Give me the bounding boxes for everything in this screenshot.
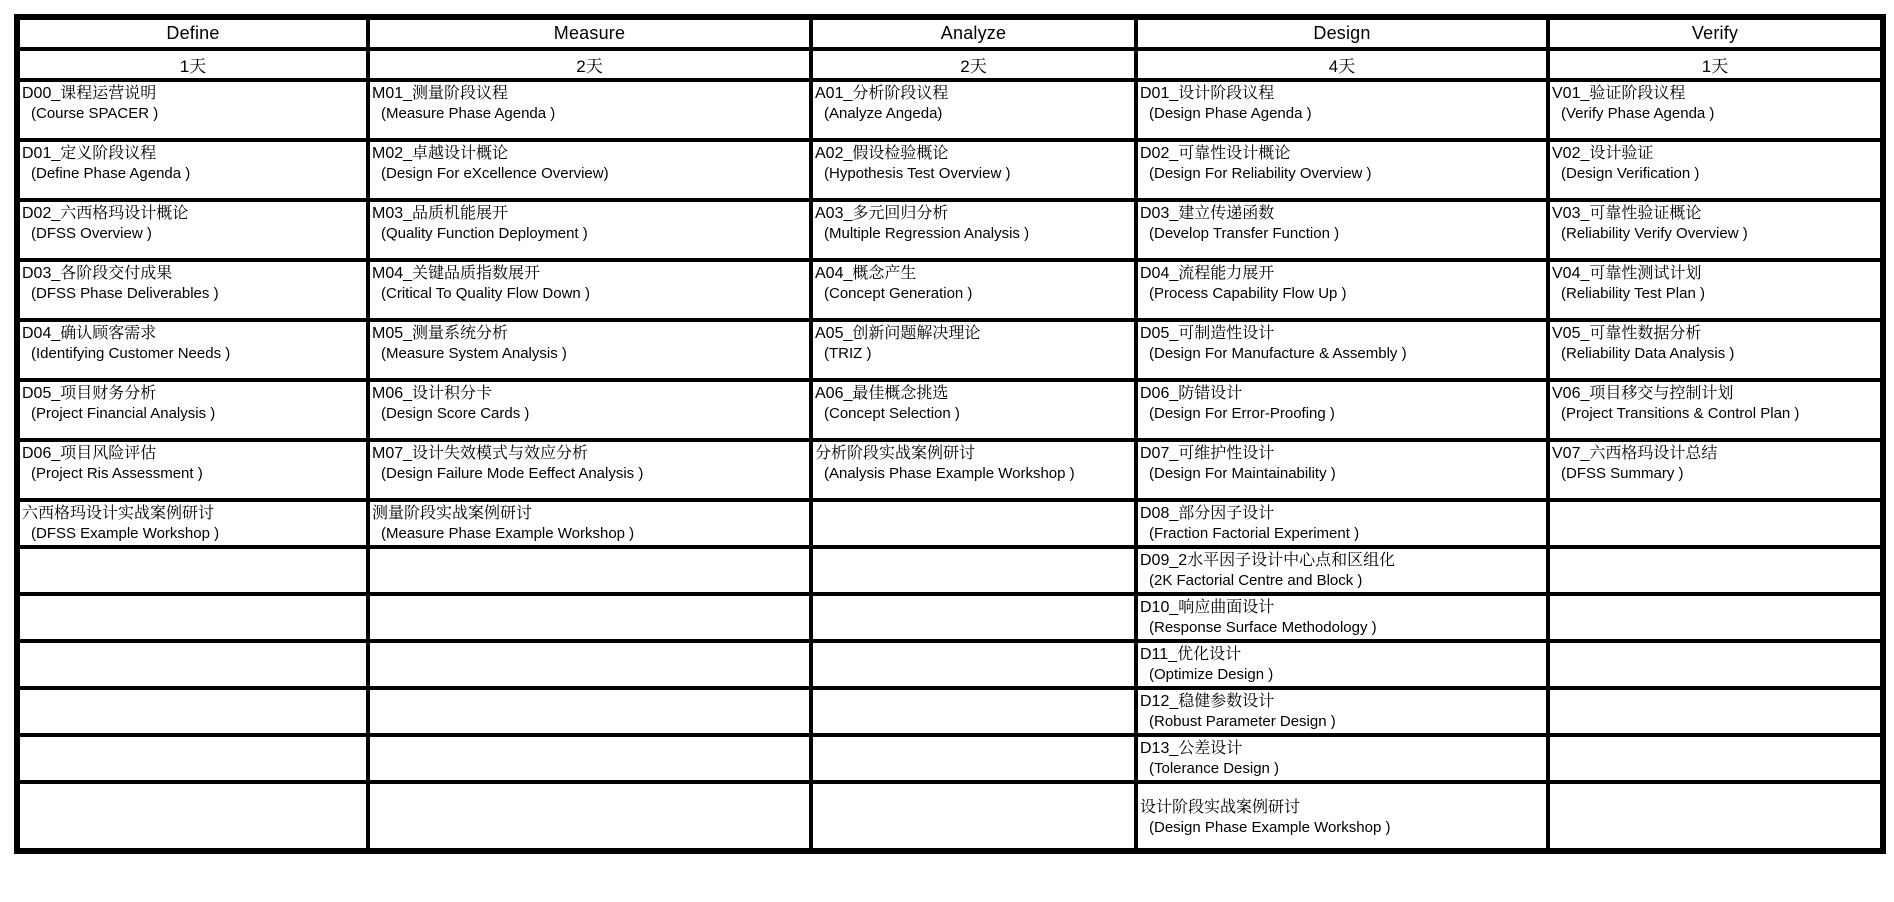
course-title-en: (Hypothesis Test Overview )	[824, 165, 1011, 182]
course-title-zh: D09_2水平因子设计中心点和区组化	[1140, 552, 1396, 569]
course-title-en: (Fraction Factorial Experiment )	[1149, 525, 1360, 542]
course-item-cell	[1548, 80, 1883, 140]
course-item-cell	[811, 140, 1136, 200]
course-title-zh: 六西格玛设计实战案例研讨	[22, 505, 215, 522]
course-title-zh: D07_可维护性设计	[1140, 445, 1275, 462]
days-analyze: 2天	[811, 49, 1136, 80]
days-measure: 2天	[368, 49, 811, 80]
course-title-en: (Design For Error-Proofing )	[1149, 405, 1335, 422]
course-title-zh: D02_六西格玛设计概论	[22, 205, 189, 222]
course-item-cell	[811, 200, 1136, 260]
dfss-course-schedule-table	[14, 14, 1886, 854]
course-title-en: (Robust Parameter Design )	[1149, 713, 1336, 730]
course-item-cell	[1136, 260, 1548, 320]
course-title-en: (Design For Manufacture & Assembly )	[1149, 345, 1407, 362]
course-title-zh: V05_可靠性数据分析	[1552, 325, 1702, 342]
empty-cell	[1548, 547, 1883, 594]
empty-cell	[368, 641, 811, 688]
course-title-zh: V07_六西格玛设计总结	[1552, 445, 1718, 462]
course-item-cell	[811, 320, 1136, 380]
course-title-en: (Design Verification )	[1561, 165, 1700, 182]
course-item-cell	[1136, 547, 1548, 594]
course-item-cell	[368, 440, 811, 500]
course-title-zh: D01_定义阶段议程	[22, 145, 157, 162]
schedule-row	[17, 440, 1883, 500]
course-title-en: (Course SPACER )	[31, 105, 159, 122]
course-item-cell	[17, 260, 368, 320]
course-item-cell	[1548, 200, 1883, 260]
course-title-zh: D04_确认顾客需求	[22, 325, 157, 342]
empty-cell	[811, 688, 1136, 735]
course-item-cell	[1136, 688, 1548, 735]
empty-cell	[17, 641, 368, 688]
course-item-cell	[1548, 140, 1883, 200]
days-verify: 1天	[1548, 49, 1883, 80]
course-title-zh: D02_可靠性设计概论	[1140, 145, 1291, 162]
course-title-en: (Optimize Design )	[1149, 666, 1274, 683]
course-item-cell	[17, 380, 368, 440]
empty-cell	[368, 594, 811, 641]
course-item-cell	[368, 500, 811, 547]
course-title-en: (Response Surface Methodology )	[1149, 619, 1377, 636]
course-title-en: (Design For Reliability Overview )	[1149, 165, 1372, 182]
course-title-en: (Quality Function Deployment )	[381, 225, 588, 242]
schedule-row	[17, 500, 1883, 547]
course-title-zh: M05_测量系统分析	[372, 325, 509, 342]
course-title-en: (DFSS Phase Deliverables )	[31, 285, 219, 302]
empty-cell	[368, 782, 811, 851]
empty-cell	[368, 735, 811, 782]
course-title-zh: M04_关键品质指数展开	[372, 265, 541, 282]
course-title-en: (Tolerance Design )	[1149, 760, 1280, 777]
empty-cell	[17, 594, 368, 641]
course-item-cell	[17, 500, 368, 547]
course-title-en: (Verify Phase Agenda )	[1561, 105, 1715, 122]
course-title-zh: D01_设计阶段议程	[1140, 85, 1275, 102]
course-item-cell	[368, 140, 811, 200]
empty-cell	[1548, 500, 1883, 547]
course-title-en: (Design For eXcellence Overview)	[381, 165, 609, 182]
course-title-zh: A03_多元回归分析	[815, 205, 949, 222]
schedule-row	[17, 641, 1883, 688]
schedule-row	[17, 80, 1883, 140]
course-item-cell	[1548, 260, 1883, 320]
course-item-cell	[368, 80, 811, 140]
course-title-zh: V01_验证阶段议程	[1552, 85, 1686, 102]
course-title-zh: M07_设计失效模式与效应分析	[372, 445, 589, 462]
course-item-cell	[1136, 500, 1548, 547]
course-item-cell	[1136, 140, 1548, 200]
course-title-zh: V04_可靠性测试计划	[1552, 265, 1702, 282]
course-title-zh: V06_项目移交与控制计划	[1552, 385, 1734, 402]
course-item-cell	[1136, 320, 1548, 380]
schedule-row	[17, 688, 1883, 735]
course-title-zh: M03_品质机能展开	[372, 205, 509, 222]
course-item-cell	[17, 80, 368, 140]
course-title-zh: D05_可制造性设计	[1140, 325, 1275, 342]
empty-cell	[17, 735, 368, 782]
course-title-en: (Critical To Quality Flow Down )	[381, 285, 590, 302]
course-title-zh: M02_卓越设计概论	[372, 145, 509, 162]
course-title-en: (Design Failure Mode Eeffect Analysis )	[381, 465, 644, 482]
course-title-en: (Design Phase Agenda )	[1149, 105, 1312, 122]
course-item-cell	[811, 260, 1136, 320]
days-row	[17, 49, 1883, 80]
course-title-en: (Project Transitions & Control Plan )	[1561, 405, 1800, 422]
schedule-row	[17, 594, 1883, 641]
empty-cell	[17, 782, 368, 851]
course-title-zh: A04_概念产生	[815, 265, 917, 282]
course-title-en: (Measure Phase Agenda )	[381, 105, 556, 122]
course-title-zh: 分析阶段实战案例研讨	[815, 445, 976, 462]
empty-cell	[811, 641, 1136, 688]
course-title-zh: A06_最佳概念挑选	[815, 385, 949, 402]
schedule-row	[17, 735, 1883, 782]
course-title-zh: D10_响应曲面设计	[1140, 599, 1275, 616]
course-title-en: (TRIZ )	[824, 345, 872, 362]
empty-cell	[1548, 641, 1883, 688]
phase-header-row	[17, 17, 1883, 49]
course-item-cell	[1136, 594, 1548, 641]
empty-cell	[1548, 782, 1883, 851]
course-item-cell	[368, 260, 811, 320]
course-item-cell	[811, 440, 1136, 500]
course-title-en: (Process Capability Flow Up )	[1149, 285, 1347, 302]
course-title-en: (Design For Maintainability )	[1149, 465, 1336, 482]
schedule-row	[17, 320, 1883, 380]
course-item-cell	[368, 320, 811, 380]
course-item-cell	[1136, 782, 1548, 851]
course-item-cell	[1136, 200, 1548, 260]
course-item-cell	[17, 440, 368, 500]
course-title-zh: D05_项目财务分析	[22, 385, 157, 402]
course-item-cell	[1548, 320, 1883, 380]
schedule-row	[17, 140, 1883, 200]
course-title-en: (DFSS Example Workshop )	[31, 525, 220, 542]
empty-cell	[811, 782, 1136, 851]
days-design: 4天	[1136, 49, 1548, 80]
course-title-en: (Reliability Data Analysis )	[1561, 345, 1735, 362]
course-title-zh: D11_优化设计	[1140, 646, 1242, 663]
empty-cell	[17, 688, 368, 735]
course-title-en: (Reliability Verify Overview )	[1561, 225, 1748, 242]
course-title-en: (Concept Selection )	[824, 405, 960, 422]
course-item-cell	[368, 200, 811, 260]
course-title-en: (2K Factorial Centre and Block )	[1149, 572, 1363, 589]
course-title-en: (DFSS Summary )	[1561, 465, 1684, 482]
course-title-zh: D06_项目风险评估	[22, 445, 157, 462]
course-item-cell	[1136, 641, 1548, 688]
course-title-en: (Multiple Regression Analysis )	[824, 225, 1030, 242]
empty-cell	[1548, 688, 1883, 735]
empty-cell	[811, 500, 1136, 547]
course-title-zh: V03_可靠性验证概论	[1552, 205, 1702, 222]
course-title-en: (Develop Transfer Function )	[1149, 225, 1340, 242]
empty-cell	[368, 547, 811, 594]
schedule-row	[17, 260, 1883, 320]
course-title-en: (Project Financial Analysis )	[31, 405, 216, 422]
course-item-cell	[1136, 735, 1548, 782]
course-title-en: (Analysis Phase Example Workshop )	[824, 465, 1075, 482]
course-title-zh: V02_设计验证	[1552, 145, 1654, 162]
course-title-zh: D04_流程能力展开	[1140, 265, 1275, 282]
course-title-zh: 设计阶段实战案例研讨	[1140, 798, 1301, 816]
empty-cell	[368, 688, 811, 735]
phase-header-design: Design	[1136, 17, 1548, 49]
course-item-cell	[811, 380, 1136, 440]
course-title-en: (Design Phase Example Workshop )	[1149, 818, 1391, 836]
course-title-zh: 测量阶段实战案例研讨	[372, 505, 533, 522]
empty-cell	[811, 547, 1136, 594]
course-item-cell	[17, 320, 368, 380]
course-title-en: (Reliability Test Plan )	[1561, 285, 1705, 302]
course-title-zh: D03_各阶段交付成果	[22, 265, 173, 282]
course-title-en: (Project Ris Assessment )	[31, 465, 203, 482]
empty-cell	[811, 735, 1136, 782]
course-title-zh: D08_部分因子设计	[1140, 505, 1275, 522]
course-title-en: (Define Phase Agenda )	[31, 165, 191, 182]
course-title-zh: A02_假设检验概论	[815, 145, 949, 162]
course-item-cell	[1136, 380, 1548, 440]
course-title-zh: A01_分析阶段议程	[815, 85, 949, 102]
course-item-cell	[1136, 80, 1548, 140]
phase-header-define: Define	[17, 17, 368, 49]
course-title-en: (DFSS Overview )	[31, 225, 152, 242]
phase-header-measure: Measure	[368, 17, 811, 49]
course-title-zh: D06_防错设计	[1140, 385, 1243, 402]
course-title-zh: A05_创新问题解决理论	[815, 325, 981, 342]
course-title-zh: D03_建立传递函数	[1140, 205, 1275, 222]
course-title-zh: M01_测量阶段议程	[372, 85, 509, 102]
empty-cell	[17, 547, 368, 594]
course-title-en: (Measure System Analysis )	[381, 345, 567, 362]
course-title-zh: D13_公差设计	[1140, 740, 1243, 757]
course-item-cell	[1548, 440, 1883, 500]
schedule-row	[17, 547, 1883, 594]
course-title-en: (Analyze Angeda)	[824, 105, 943, 122]
course-item-cell	[17, 140, 368, 200]
days-define: 1天	[17, 49, 368, 80]
schedule-row	[17, 200, 1883, 260]
schedule-row	[17, 782, 1883, 851]
empty-cell	[811, 594, 1136, 641]
schedule-body	[17, 80, 1883, 851]
phase-header-verify: Verify	[1548, 17, 1883, 49]
course-title-en: (Measure Phase Example Workshop )	[381, 525, 635, 542]
course-title-zh: M06_设计积分卡	[372, 385, 493, 402]
course-item-cell	[17, 200, 368, 260]
course-title-zh: D12_稳健参数设计	[1140, 693, 1275, 710]
course-title-en: (Concept Generation )	[824, 285, 973, 302]
empty-cell	[1548, 735, 1883, 782]
course-title-en: (Identifying Customer Needs )	[31, 345, 231, 362]
schedule-row	[17, 380, 1883, 440]
course-item-cell	[368, 380, 811, 440]
course-title-en: (Design Score Cards )	[381, 405, 530, 422]
course-item-cell	[1136, 440, 1548, 500]
phase-header-analyze: Analyze	[811, 17, 1136, 49]
course-item-cell	[811, 80, 1136, 140]
course-item-cell	[1548, 380, 1883, 440]
empty-cell	[1548, 594, 1883, 641]
course-title-zh: D00_课程运营说明	[22, 85, 157, 102]
